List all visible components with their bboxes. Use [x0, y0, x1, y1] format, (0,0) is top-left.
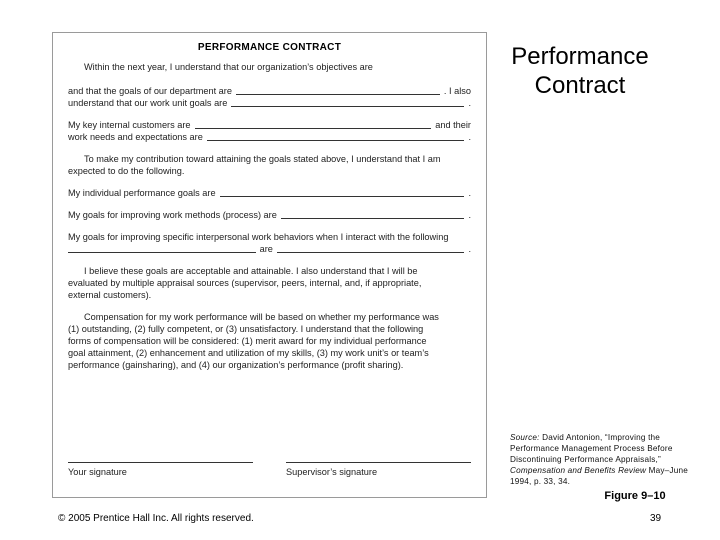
blank-line — [207, 140, 465, 141]
blank-line — [195, 128, 432, 129]
form-line — [68, 97, 471, 109]
form-line — [68, 243, 471, 255]
page-number: 39 — [650, 513, 662, 524]
form-text-line: My goals for improving specific interpersonal work behaviors when I interact with the following — [68, 232, 449, 242]
source-journal: Compensation and Benefits Review — [510, 466, 647, 475]
blank-line — [68, 252, 256, 253]
your-signature-block — [68, 462, 253, 477]
blank-line — [236, 94, 440, 95]
form-line — [68, 131, 471, 143]
form-text: . — [468, 210, 471, 220]
supervisor-signature-label: Supervisor’s signature — [286, 467, 378, 477]
blank-line — [220, 196, 465, 197]
copyright-notice: © 2005 Prentice Hall Inc. All rights reserved. — [58, 513, 254, 524]
form-text: My goals for improving work methods (process) are — [68, 210, 277, 220]
form-text: . I also — [443, 86, 471, 96]
signature-row — [68, 462, 471, 477]
form-title: PERFORMANCE CONTRACT — [197, 42, 342, 53]
blank-line — [277, 252, 465, 253]
source-citation — [510, 432, 700, 487]
form-line — [68, 209, 471, 221]
form-line — [68, 187, 471, 199]
form-text-line: goal attainment, (2) enhancement and utilization of my skills, (3) my work unit’s or team’s — [68, 348, 429, 358]
blank-line — [231, 106, 464, 107]
blank-line — [281, 218, 465, 219]
form-text: . — [468, 188, 471, 198]
form-text: work needs and expectations are — [68, 132, 203, 142]
form-text: understand that our work unit goals are — [68, 98, 228, 108]
form-text: . — [468, 132, 471, 142]
form-text-line: external customers). — [68, 290, 152, 300]
figure-label: Figure 9–10 — [604, 490, 666, 502]
form-text-line: evaluated by multiple appraisal sources (supervisor, peers, internal, and, if appropriate, — [68, 278, 422, 288]
form-line — [68, 85, 471, 97]
slide-title — [500, 42, 660, 100]
form-text-line: To make my contribution toward attaining the goals stated above, I understand that I am — [84, 154, 441, 164]
signature-line — [68, 462, 253, 463]
source-prefix: Source: — [510, 433, 540, 442]
supervisor-signature-block — [286, 462, 471, 477]
form-text: . — [468, 98, 471, 108]
form-text: My key internal customers are — [68, 120, 191, 130]
form-text-line: expected to do the following. — [68, 166, 185, 176]
form-text: My individual performance goals are — [68, 188, 216, 198]
form-text: . — [468, 244, 471, 254]
form-text: and their — [435, 120, 471, 130]
source-text: David Antonion, “Improving the Performance Management Process Before Discontinuing Performance Appraisals,” — [510, 433, 673, 464]
your-signature-label: Your signature — [68, 467, 127, 477]
form-text-line: forms of compensation will be considered: (1) merit award for my individual performance — [68, 336, 427, 346]
source-text: May–June 1994, p. 33, 34. — [510, 466, 688, 486]
slide-title-line: Performance — [511, 43, 649, 70]
form-text-line: Within the next year, I understand that our organization’s objectives are — [84, 62, 373, 72]
form-text-line: Compensation for my work performance will be based on whether my performance was — [84, 312, 439, 322]
form-text: and that the goals of our department are — [68, 86, 232, 96]
form-text-line: (1) outstanding, (2) fully competent, or (3) unsatisfactory. I understand that the following — [68, 324, 424, 334]
slide-title-line: Contract — [534, 72, 626, 99]
signature-line — [286, 462, 471, 463]
form-text-line: performance (gainsharing), and (4) our organization’s performance (profit sharing). — [68, 360, 404, 370]
performance-contract-form — [52, 32, 487, 498]
form-line — [68, 119, 471, 131]
form-body — [68, 41, 471, 497]
form-text-line: I believe these goals are acceptable and attainable. I also understand that I will be — [84, 266, 418, 276]
form-text: are — [259, 244, 273, 254]
